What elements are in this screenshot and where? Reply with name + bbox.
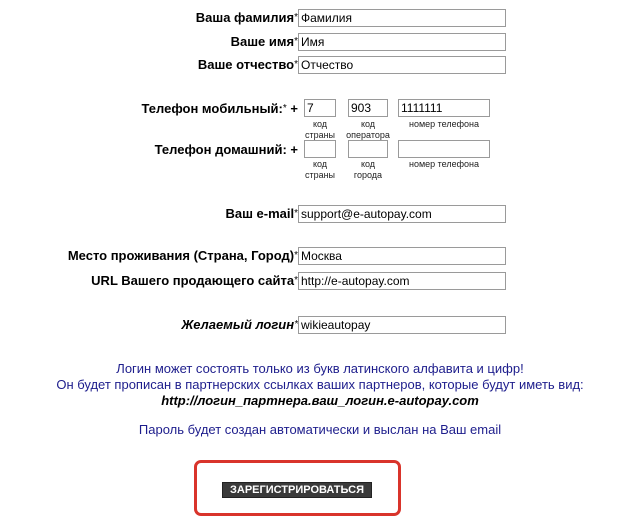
home-phone-label: Телефон домашний: + bbox=[154, 142, 298, 157]
login-rules-text: Логин может состоять только из букв латинского алфавита и цифр! bbox=[116, 361, 524, 376]
patronymic-input[interactable] bbox=[298, 56, 506, 74]
mobile-country-code-caption: код страны bbox=[304, 119, 336, 140]
last-name-input[interactable] bbox=[298, 9, 506, 27]
login-input[interactable] bbox=[298, 316, 506, 334]
first-name-label: Ваше имя* bbox=[230, 34, 298, 49]
home-country-code-caption: код страны bbox=[304, 159, 336, 180]
home-city-code-input[interactable] bbox=[348, 140, 388, 158]
login-label: Желаемый логин* bbox=[181, 317, 298, 332]
site-url-label: URL Вашего продающего сайта* bbox=[91, 273, 298, 288]
referral-link-example: http://логин_партнера.ваш_логин.e-autopay.com bbox=[161, 393, 479, 408]
email-label: Ваш e-mail* bbox=[225, 206, 298, 221]
patronymic-label: Ваше отчество* bbox=[197, 57, 298, 72]
password-note: Пароль будет создан автоматически и выслан на Ваш email bbox=[138, 422, 502, 437]
mobile-number-caption: номер телефона bbox=[408, 119, 480, 129]
home-city-code-caption: код города bbox=[353, 159, 383, 180]
home-number-caption: номер телефона bbox=[408, 159, 480, 169]
mobile-operator-code-caption: код оператора bbox=[346, 119, 390, 140]
mobile-phone-label: Телефон мобильный:* + bbox=[141, 101, 298, 116]
register-button[interactable]: ЗАРЕГИСТРИРОВАТЬСЯ bbox=[222, 482, 372, 498]
referral-link-note: Он будет прописан в партнерских ссылках ваших партнеров, которые будут иметь вид: bbox=[56, 377, 584, 392]
home-number-input[interactable] bbox=[398, 140, 490, 158]
home-country-code-input[interactable] bbox=[304, 140, 336, 158]
mobile-number-input[interactable] bbox=[398, 99, 490, 117]
email-input[interactable] bbox=[298, 205, 506, 223]
location-input[interactable] bbox=[298, 247, 506, 265]
site-url-input[interactable] bbox=[298, 272, 506, 290]
mobile-country-code-input[interactable] bbox=[304, 99, 336, 117]
mobile-operator-code-input[interactable] bbox=[348, 99, 388, 117]
location-label: Место проживания (Страна, Город)* bbox=[67, 248, 298, 263]
last-name-label: Ваша фамилия* bbox=[195, 10, 298, 25]
first-name-input[interactable] bbox=[298, 33, 506, 51]
